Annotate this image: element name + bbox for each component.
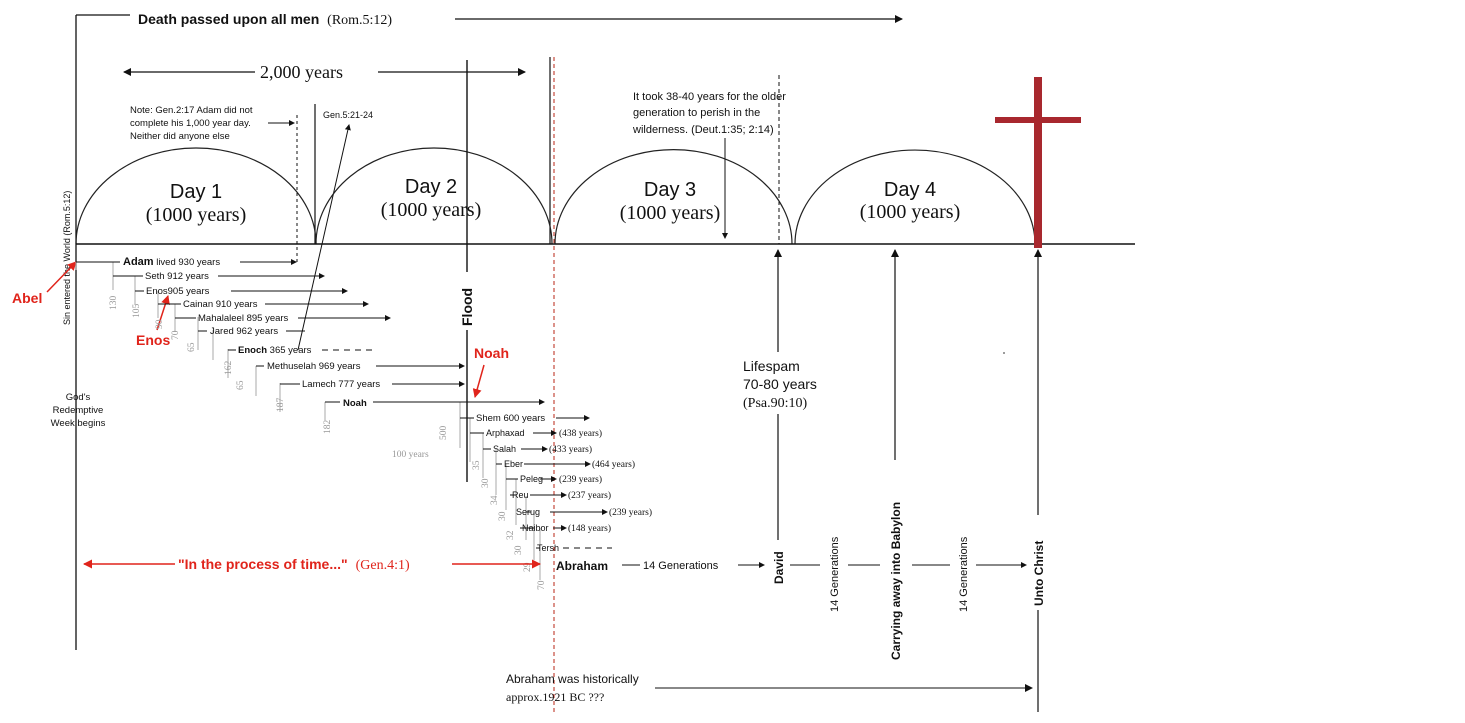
- gap-32: 32: [506, 530, 516, 540]
- adam-name: Adam: [123, 256, 154, 268]
- adam-years: lived 930 years: [153, 257, 221, 268]
- eber-label: Eber: [504, 459, 524, 469]
- two-thousand-label: 2,000 years: [260, 62, 343, 82]
- svg-text:Enoch 365 years: [238, 345, 312, 356]
- gap-34: 34: [490, 495, 500, 505]
- two-thousand-years-span: [124, 62, 525, 82]
- gap-65a: 65: [187, 342, 197, 352]
- lamech-label: Lamech 777 years: [302, 379, 381, 390]
- seth-label: Seth 912 years: [145, 271, 209, 282]
- abraham-label: Abraham: [556, 559, 609, 573]
- cross-icon: [995, 77, 1081, 248]
- redemptive-line1: God's: [65, 392, 91, 403]
- gen521-label: Gen.5:21-24: [323, 110, 374, 120]
- death-text: Death passed upon all men: [138, 11, 320, 27]
- serug-years: (239 years): [609, 508, 652, 518]
- unto-christ-label: Unto Christ: [1032, 540, 1046, 606]
- gap-182: 182: [323, 419, 333, 434]
- naibor-label: Naibor: [522, 523, 549, 533]
- svg-text:Adam lived 930 years: [123, 256, 220, 268]
- noah-red-label: Noah: [474, 345, 509, 361]
- eber-years: (464 years): [592, 460, 635, 470]
- gap-29: 29: [523, 562, 533, 572]
- abraham-historical-note: [506, 672, 1032, 704]
- svg-text:"In the process of time...": [178, 556, 410, 573]
- gap-65b: 65: [236, 380, 246, 390]
- noah-label: Noah: [343, 398, 367, 409]
- gap-30a: 30: [481, 478, 491, 488]
- wilderness-line1: It took 38-40 years for the older: [633, 91, 786, 103]
- gap-100-years: 100 years: [392, 450, 429, 460]
- lifespan-line1: Lifespam: [743, 358, 800, 374]
- lifespan-line2: 70-80 years: [743, 376, 817, 392]
- abraham-note-line1: Abraham was historically: [506, 672, 639, 686]
- day2-title: Day 2: [404, 176, 458, 198]
- enoch-years: 365 years: [267, 345, 312, 356]
- day4-title: Day 4: [883, 179, 937, 201]
- generations-label-2: 14 Generations: [829, 536, 841, 612]
- cainan-label: Cainan 910 years: [183, 299, 258, 310]
- gap-numbers: [109, 296, 547, 591]
- david-marker: [772, 250, 786, 584]
- gap-70b: 70: [537, 580, 547, 590]
- day1-subtitle: (1000 years): [145, 204, 247, 226]
- enos-red-label: Enos: [136, 332, 171, 348]
- patriarch-labels: [123, 256, 559, 553]
- day-labels: [146, 176, 961, 226]
- mahalaleel-label: Mahalaleel 895 years: [198, 313, 289, 324]
- note-gen217: [130, 105, 294, 142]
- reu-years: (237 years): [568, 491, 611, 501]
- peleg-label: Peleg: [520, 474, 544, 484]
- gap-30b: 30: [498, 511, 508, 521]
- svg-text:Death passed upon all men: [138, 11, 392, 28]
- death-ref: (Rom.5:12): [327, 13, 393, 28]
- serug-label: Serug: [516, 507, 541, 517]
- gap-162: 162: [224, 360, 234, 375]
- unto-christ-marker: [1032, 250, 1046, 712]
- wilderness-line2: generation to perish in the: [633, 107, 761, 119]
- post-flood-years: [549, 428, 652, 534]
- day4-subtitle: (1000 years): [859, 201, 961, 223]
- note-gen521: [298, 104, 373, 350]
- day3-subtitle: (1000 years): [619, 202, 721, 224]
- gap-35: 35: [472, 460, 482, 470]
- enos-label: Enos905 years: [146, 286, 210, 297]
- gap-500: 500: [439, 425, 449, 440]
- arphaxad-label: Arphaxad: [486, 428, 525, 438]
- abel-label: Abel: [12, 290, 43, 306]
- abraham-note-line2: approx.1921 BC ???: [506, 690, 605, 704]
- noah-red-marker: [474, 345, 509, 397]
- enoch-name: Enoch: [238, 345, 268, 356]
- lifespan-line3: (Psa.90:10): [743, 396, 808, 411]
- sin-entered-label: Sin entered the World (Rom.5:12): [62, 190, 72, 325]
- gap-187: 187: [276, 397, 286, 412]
- reu-label: Reu: [512, 490, 529, 500]
- salah-label: Salah: [493, 444, 517, 454]
- methuselah-label: Methuselah 969 years: [267, 361, 361, 372]
- day1-title: Day 1: [169, 181, 223, 203]
- arphaxad-years: (438 years): [559, 429, 602, 439]
- lifespan-note: [738, 352, 832, 414]
- note-gen217-line3: Neither did anyone else: [130, 131, 230, 142]
- redemptive-line3: Week begins: [50, 418, 106, 429]
- shem-label: Shem 600 years: [476, 413, 546, 424]
- gap-30c: 30: [514, 545, 524, 555]
- gap-90: 90: [155, 319, 165, 329]
- tersh-label: Tersh: [537, 543, 560, 553]
- note-gen217-line2: complete his 1,000 year day.: [130, 118, 251, 129]
- david-label: David: [772, 551, 786, 584]
- babylon-marker: [889, 250, 903, 660]
- redemptive-week: [51, 364, 106, 429]
- wilderness-line3: wilderness. (Deut.1:35; 2:14): [633, 124, 774, 136]
- day3-title: Day 3: [643, 179, 697, 201]
- naibor-years: (148 years): [568, 524, 611, 534]
- generations-label-3: 14 Generations: [958, 536, 970, 612]
- day2-subtitle: (1000 years): [380, 199, 482, 221]
- jared-label: Jared 962 years: [210, 326, 279, 337]
- speck: [1003, 352, 1005, 354]
- gap-105: 105: [132, 303, 142, 318]
- gap-130: 130: [109, 295, 119, 310]
- redemptive-line2: Redemptive: [52, 405, 104, 416]
- generations-label-1: 14 Generations: [643, 560, 719, 572]
- note-gen217-line1: Note: Gen.2:17 Adam did not: [130, 105, 253, 116]
- process-of-time: [84, 556, 540, 573]
- gap-70: 70: [171, 330, 181, 340]
- process-text: "In the process of time...": [178, 556, 348, 572]
- salah-years: (433 years): [549, 445, 592, 455]
- babylon-label: Carrying away into Babylon: [889, 501, 903, 660]
- peleg-years: (239 years): [559, 475, 602, 485]
- flood-label: Flood: [459, 287, 475, 326]
- process-ref: (Gen.4:1): [355, 558, 410, 573]
